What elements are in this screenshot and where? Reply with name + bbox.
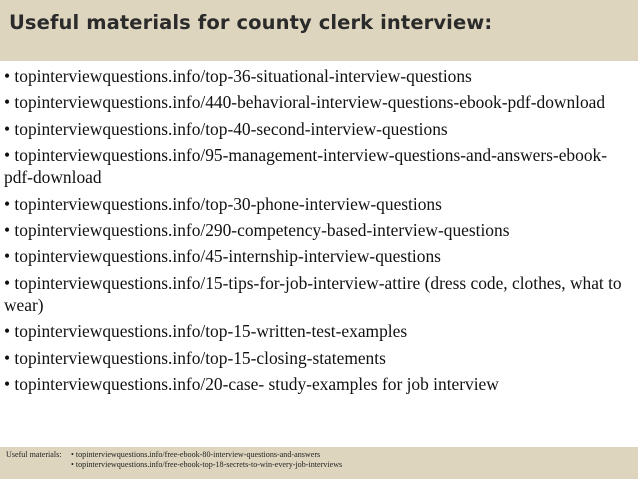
list-item[interactable]: • topinterviewquestions.info/95-management-interview-questions-and-answers-ebook-pdf-download bbox=[4, 145, 607, 188]
page-title: Useful materials for county clerk interview: bbox=[9, 11, 493, 34]
footer-label: Useful materials: bbox=[6, 450, 62, 459]
list-item[interactable]: • topinterviewquestions.info/top-15-written-test-examples bbox=[4, 321, 408, 342]
list-item[interactable]: • topinterviewquestions.info/290-competency-based-interview-questions bbox=[4, 219, 510, 240]
materials-list bbox=[4, 65, 634, 399]
list-item[interactable]: • topinterviewquestions.info/top-40-second-interview-questions bbox=[4, 118, 448, 139]
footer-link[interactable]: • topinterviewquestions.info/free-ebook-80-interview-questions-and-answers bbox=[71, 450, 321, 459]
list-item[interactable]: • topinterviewquestions.info/top-30-phone-interview-questions bbox=[4, 193, 442, 214]
list-item[interactable]: • topinterviewquestions.info/45-internship-interview-questions bbox=[4, 246, 441, 267]
list-item[interactable]: • topinterviewquestions.info/20-case- study-examples for job interview bbox=[4, 373, 499, 394]
footer-row bbox=[6, 450, 638, 470]
list-item[interactable]: • topinterviewquestions.info/top-15-closing-statements bbox=[4, 347, 386, 368]
title-bar bbox=[0, 0, 638, 61]
list-item[interactable]: • topinterviewquestions.info/15-tips-for-job-interview-attire (dress code, clothes, what to wear) bbox=[4, 272, 622, 315]
list-item[interactable]: • topinterviewquestions.info/440-behavioral-interview-questions-ebook-pdf-download bbox=[4, 92, 606, 113]
footer-link[interactable]: • topinterviewquestions.info/free-ebook-top-18-secrets-to-win-every-job-interviews bbox=[71, 460, 343, 469]
footer-bar bbox=[0, 447, 638, 479]
list-item[interactable]: • topinterviewquestions.info/top-36-situational-interview-questions bbox=[4, 66, 472, 86]
footer-links bbox=[71, 450, 342, 470]
